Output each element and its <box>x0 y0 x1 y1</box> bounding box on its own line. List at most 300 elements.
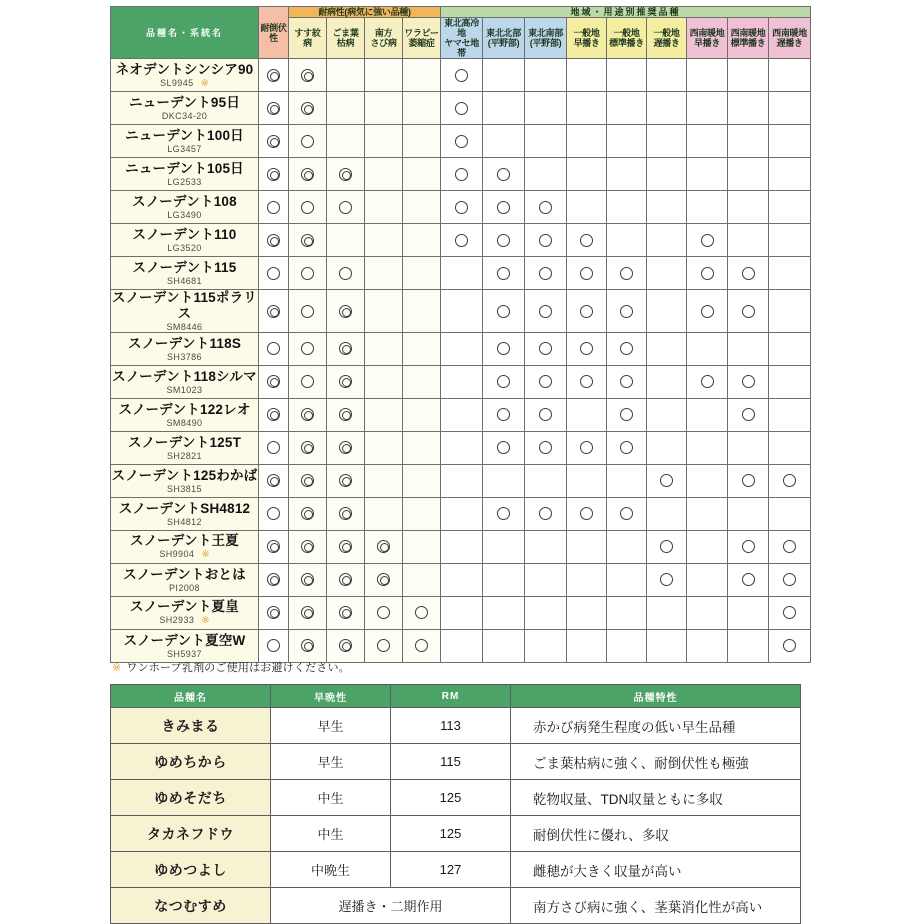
mark-cell-ip_hyojun <box>607 158 647 191</box>
single-circle-icon <box>539 375 552 388</box>
mark-cell-th_hokubu <box>483 59 525 92</box>
double-circle-icon <box>301 474 314 487</box>
single-circle-icon <box>539 507 552 520</box>
single-circle-icon <box>539 267 552 280</box>
mark-cell-ip_haya <box>567 332 607 365</box>
mark-cell-th_kourei <box>441 290 483 332</box>
mark-cell-ip_haya <box>567 257 607 290</box>
mark-cell-ip_haya <box>567 290 607 332</box>
mark-cell-goma <box>327 398 365 431</box>
mark-cell-th_kourei <box>441 398 483 431</box>
variety-trait-table <box>110 684 801 924</box>
mark-cell-ip_hyojun <box>607 59 647 92</box>
mark-cell-ip_oso <box>647 497 687 530</box>
variety-name: スノーデント115ポラリス <box>111 290 257 321</box>
header-th_kourei <box>441 18 483 59</box>
mark-cell-ip_oso <box>647 596 687 629</box>
mark-cell-th_nanbu <box>525 431 567 464</box>
mark-cell-th_nanbu <box>525 497 567 530</box>
mark-cell-ip_haya <box>567 497 607 530</box>
single-circle-icon <box>580 441 593 454</box>
mark-cell-th_kourei <box>441 59 483 92</box>
single-circle-icon <box>415 606 428 619</box>
mark-cell-ip_oso <box>647 125 687 158</box>
variety-table-body <box>111 59 811 662</box>
single-circle-icon <box>377 639 390 652</box>
mark-cell-ip_hyojun <box>607 629 647 662</box>
single-circle-icon <box>742 540 755 553</box>
trait-variety-name: タカネフドウ <box>111 816 271 852</box>
mark-cell-sw_haya <box>687 125 728 158</box>
mark-cell-susu <box>289 191 327 224</box>
mark-cell-lodging <box>259 125 289 158</box>
header-lodging-line1: 耐倒伏 <box>260 22 287 33</box>
mark-cell-goma <box>327 191 365 224</box>
double-circle-icon <box>339 408 352 421</box>
mark-cell-sw_oso <box>769 191 811 224</box>
mark-cell-ip_haya <box>567 365 607 398</box>
mark-cell-th_nanbu <box>525 158 567 191</box>
mark-cell-susu <box>289 290 327 332</box>
variety-code: SM8446 <box>166 321 203 332</box>
mark-cell-ip_oso <box>647 563 687 596</box>
mark-cell-ip_hyojun <box>607 530 647 563</box>
mark-cell-sw_hyojun <box>728 431 769 464</box>
mark-cell-lodging <box>259 191 289 224</box>
header-nanpo <box>365 18 403 59</box>
mark-cell-goma <box>327 290 365 332</box>
variety-name-cell <box>111 365 259 398</box>
single-circle-icon <box>301 342 314 355</box>
mark-cell-nanpo <box>365 191 403 224</box>
variety-code: SH2933 <box>159 615 195 626</box>
mark-cell-goma <box>327 59 365 92</box>
asterisk-icon: ※ <box>200 77 209 89</box>
single-circle-icon <box>620 441 633 454</box>
single-circle-icon <box>267 201 280 214</box>
double-circle-icon <box>267 540 280 553</box>
variety-name: スノーデント122レオ <box>118 401 251 417</box>
mark-cell-nanpo <box>365 530 403 563</box>
mark-cell-nanpo <box>365 563 403 596</box>
single-circle-icon <box>620 408 633 421</box>
mark-cell-nanpo <box>365 224 403 257</box>
variety-name: スノーデント125T <box>127 434 242 450</box>
mark-cell-ip_haya <box>567 530 607 563</box>
mark-cell-ip_oso <box>647 332 687 365</box>
mark-cell-sw_oso <box>769 431 811 464</box>
mark-cell-th_hokubu <box>483 332 525 365</box>
mark-cell-sw_oso <box>769 596 811 629</box>
trait-variety-name: ゆめつよし <box>111 852 271 888</box>
single-circle-icon <box>620 375 633 388</box>
mark-cell-susu <box>289 365 327 398</box>
double-circle-icon <box>339 573 352 586</box>
trait-maturity: 中生 <box>271 816 391 852</box>
header-ip_oso-line1: 一般地 <box>653 28 680 39</box>
mark-cell-th_kourei <box>441 365 483 398</box>
variety-name: スノーデント118S <box>127 335 242 351</box>
mark-cell-ip_haya <box>567 629 607 662</box>
header-sw_oso-line1: 西南暖地 <box>772 28 807 39</box>
mark-cell-ip_haya <box>567 398 607 431</box>
mark-cell-nanpo <box>365 596 403 629</box>
mark-cell-goma <box>327 629 365 662</box>
mark-cell-th_hokubu <box>483 398 525 431</box>
mark-cell-sw_haya <box>687 629 728 662</box>
mark-cell-sw_haya <box>687 398 728 431</box>
mark-cell-lodging <box>259 332 289 365</box>
double-circle-icon <box>267 408 280 421</box>
header-th_nanbu-line2: (平野部) <box>529 38 562 49</box>
table-row <box>111 332 811 365</box>
mark-cell-sw_haya <box>687 530 728 563</box>
mark-cell-ip_haya <box>567 224 607 257</box>
double-circle-icon <box>301 441 314 454</box>
mark-cell-ip_hyojun <box>607 563 647 596</box>
mark-cell-th_kourei <box>441 596 483 629</box>
mark-cell-th_kourei <box>441 92 483 125</box>
mark-cell-lodging <box>259 596 289 629</box>
mark-cell-susu <box>289 59 327 92</box>
header-sw_haya <box>687 18 728 59</box>
single-circle-icon <box>301 305 314 318</box>
header-variety-name: 品種名・系統名 <box>111 7 259 59</box>
mark-cell-goma <box>327 530 365 563</box>
header-sw_oso-line2: 遅播き <box>776 38 803 49</box>
mark-cell-ip_hyojun <box>607 497 647 530</box>
mark-cell-ip_haya <box>567 596 607 629</box>
mark-cell-th_kourei <box>441 629 483 662</box>
double-circle-icon <box>267 69 280 82</box>
mark-cell-ip_haya <box>567 563 607 596</box>
double-circle-icon <box>339 305 352 318</box>
mark-cell-ip_hyojun <box>607 257 647 290</box>
mark-cell-sw_oso <box>769 125 811 158</box>
variety-name-cell <box>111 629 259 662</box>
mark-cell-wallaby <box>403 224 441 257</box>
variety-name: スノーデント夏皇 <box>130 599 239 615</box>
variety-code: SH2821 <box>167 450 202 461</box>
single-circle-icon <box>301 201 314 214</box>
double-circle-icon <box>267 606 280 619</box>
single-circle-icon <box>497 507 510 520</box>
single-circle-icon <box>455 102 468 115</box>
mark-cell-sw_haya <box>687 497 728 530</box>
double-circle-icon <box>339 606 352 619</box>
header-ip_oso <box>647 18 687 59</box>
single-circle-icon <box>580 234 593 247</box>
single-circle-icon <box>301 375 314 388</box>
variety-code: SH4681 <box>167 276 202 287</box>
mark-cell-ip_haya <box>567 191 607 224</box>
header-sw_hyojun-line1: 西南暖地 <box>730 28 766 39</box>
mark-cell-th_kourei <box>441 191 483 224</box>
header-sw_hyojun-line2: 標準播き <box>730 38 766 49</box>
table-row <box>111 596 811 629</box>
mark-cell-th_nanbu <box>525 125 567 158</box>
mark-cell-th_hokubu <box>483 464 525 497</box>
trait-maturity: 早生 <box>271 744 391 780</box>
mark-cell-sw_haya <box>687 191 728 224</box>
mark-cell-sw_hyojun <box>728 563 769 596</box>
mark-cell-lodging <box>259 365 289 398</box>
header-lodging-resistance <box>259 7 289 59</box>
variety-name: スノーデントおとは <box>123 566 246 582</box>
mark-cell-sw_oso <box>769 629 811 662</box>
mark-cell-nanpo <box>365 464 403 497</box>
mark-cell-goma <box>327 365 365 398</box>
single-circle-icon <box>497 201 510 214</box>
mark-cell-ip_oso <box>647 191 687 224</box>
asterisk-icon: ※ <box>112 662 122 674</box>
trait-description: ごま葉枯病に強く、耐倒伏性も極強 <box>511 744 801 780</box>
mark-cell-lodging <box>259 92 289 125</box>
variety-name: スノーデント王夏 <box>130 533 239 549</box>
mark-cell-th_hokubu <box>483 596 525 629</box>
mark-cell-th_nanbu <box>525 563 567 596</box>
mark-cell-susu <box>289 530 327 563</box>
mark-cell-lodging <box>259 431 289 464</box>
single-circle-icon <box>267 507 280 520</box>
mark-cell-susu <box>289 125 327 158</box>
header-nanpo-line2: さび病 <box>370 38 397 49</box>
double-circle-icon <box>267 168 280 181</box>
single-circle-icon <box>339 201 352 214</box>
double-circle-icon <box>301 102 314 115</box>
mark-cell-th_hokubu <box>483 431 525 464</box>
header-th_hokubu <box>483 18 525 59</box>
mark-cell-lodging <box>259 224 289 257</box>
trait-rm: 125 <box>391 780 511 816</box>
mark-cell-th_nanbu <box>525 191 567 224</box>
header-ip_haya-line1: 一般地 <box>573 28 600 39</box>
double-circle-icon <box>339 168 352 181</box>
mark-cell-sw_hyojun <box>728 332 769 365</box>
variety-name-cell <box>111 431 259 464</box>
mark-cell-th_hokubu <box>483 191 525 224</box>
mark-cell-wallaby <box>403 332 441 365</box>
mark-cell-susu <box>289 431 327 464</box>
header-sw_haya-line2: 早播き <box>693 38 721 49</box>
single-circle-icon <box>497 168 510 181</box>
mark-cell-ip_oso <box>647 257 687 290</box>
mark-cell-wallaby <box>403 365 441 398</box>
table-row <box>111 708 801 744</box>
mark-cell-th_nanbu <box>525 332 567 365</box>
mark-cell-nanpo <box>365 158 403 191</box>
double-circle-icon <box>301 234 314 247</box>
mark-cell-sw_oso <box>769 59 811 92</box>
single-circle-icon <box>742 573 755 586</box>
mark-cell-wallaby <box>403 431 441 464</box>
single-circle-icon <box>301 267 314 280</box>
mark-cell-susu <box>289 629 327 662</box>
mark-cell-sw_hyojun <box>728 497 769 530</box>
single-circle-icon <box>497 234 510 247</box>
trait-variety-name: なつむすめ <box>111 888 271 924</box>
mark-cell-th_hokubu <box>483 158 525 191</box>
header-th_nanbu-line1: 東北南部 <box>528 28 563 39</box>
double-circle-icon <box>267 135 280 148</box>
table-row <box>111 629 811 662</box>
double-circle-icon <box>377 540 390 553</box>
single-circle-icon <box>267 267 280 280</box>
trait-table-body <box>111 708 801 924</box>
mark-cell-goma <box>327 158 365 191</box>
single-circle-icon <box>377 606 390 619</box>
trait-maturity: 中晩生 <box>271 852 391 888</box>
mark-cell-nanpo <box>365 257 403 290</box>
mark-cell-lodging <box>259 530 289 563</box>
mark-cell-th_kourei <box>441 257 483 290</box>
mark-cell-th_nanbu <box>525 257 567 290</box>
mark-cell-ip_hyojun <box>607 431 647 464</box>
mark-cell-sw_oso <box>769 464 811 497</box>
mark-cell-ip_oso <box>647 224 687 257</box>
header-region-group: 地域・用途別推奨品種 <box>441 7 811 18</box>
mark-cell-sw_hyojun <box>728 59 769 92</box>
single-circle-icon <box>660 474 673 487</box>
mark-cell-wallaby <box>403 59 441 92</box>
header-sw_oso <box>769 18 811 59</box>
asterisk-icon: ※ <box>201 549 210 561</box>
header-ip_oso-line2: 遅播き <box>653 38 680 49</box>
mark-cell-goma <box>327 596 365 629</box>
variety-name: スノーデント108 <box>132 194 237 210</box>
single-circle-icon <box>455 201 468 214</box>
table-row <box>111 59 811 92</box>
table-row <box>111 563 811 596</box>
trait-rm: 113 <box>391 708 511 744</box>
mark-cell-wallaby <box>403 191 441 224</box>
variety-name-cell <box>111 530 259 563</box>
mark-cell-nanpo <box>365 59 403 92</box>
trait-description: 南方さび病に強く、茎葉消化性が高い <box>511 888 801 924</box>
single-circle-icon <box>742 474 755 487</box>
mark-cell-sw_hyojun <box>728 530 769 563</box>
mark-cell-sw_hyojun <box>728 158 769 191</box>
mark-cell-goma <box>327 497 365 530</box>
mark-cell-lodging <box>259 497 289 530</box>
mark-cell-wallaby <box>403 596 441 629</box>
mark-cell-ip_oso <box>647 464 687 497</box>
header-sw_hyojun <box>728 18 769 59</box>
variety-name-cell <box>111 290 259 332</box>
mark-cell-th_nanbu <box>525 629 567 662</box>
mark-cell-th_kourei <box>441 158 483 191</box>
double-circle-icon <box>339 540 352 553</box>
mark-cell-wallaby <box>403 257 441 290</box>
table-row <box>111 464 811 497</box>
header-th_hokubu-line2: (平野部) <box>487 38 520 49</box>
variety-name: ニューデント95日 <box>128 95 241 111</box>
mark-cell-th_nanbu <box>525 464 567 497</box>
single-circle-icon <box>455 168 468 181</box>
variety-code: SL9945 <box>160 77 194 88</box>
mark-cell-lodging <box>259 257 289 290</box>
mark-cell-ip_oso <box>647 59 687 92</box>
mark-cell-sw_oso <box>769 158 811 191</box>
mark-cell-th_hokubu <box>483 290 525 332</box>
single-circle-icon <box>783 639 796 652</box>
mark-cell-ip_oso <box>647 92 687 125</box>
mark-cell-susu <box>289 224 327 257</box>
single-circle-icon <box>660 573 673 586</box>
variety-name-cell <box>111 596 259 629</box>
mark-cell-sw_oso <box>769 332 811 365</box>
mark-cell-sw_haya <box>687 332 728 365</box>
mark-cell-sw_haya <box>687 224 728 257</box>
table-row <box>111 530 811 563</box>
trait-rm: 125 <box>391 816 511 852</box>
mark-cell-susu <box>289 92 327 125</box>
mark-cell-goma <box>327 257 365 290</box>
mark-cell-sw_oso <box>769 92 811 125</box>
trait-maturity: 早生 <box>271 708 391 744</box>
mark-cell-th_nanbu <box>525 530 567 563</box>
mark-cell-th_kourei <box>441 125 483 158</box>
mark-cell-lodging <box>259 563 289 596</box>
variety-name: スノーデント115 <box>132 260 237 276</box>
variety-code: LG3457 <box>167 144 202 155</box>
header-goma <box>327 18 365 59</box>
single-circle-icon <box>580 267 593 280</box>
mark-cell-sw_oso <box>769 497 811 530</box>
single-circle-icon <box>497 375 510 388</box>
single-circle-icon <box>339 267 352 280</box>
single-circle-icon <box>497 305 510 318</box>
mark-cell-th_hokubu <box>483 530 525 563</box>
mark-cell-th_hokubu <box>483 629 525 662</box>
single-circle-icon <box>497 267 510 280</box>
variety-code: PI2008 <box>169 582 200 593</box>
single-circle-icon <box>415 639 428 652</box>
variety-name: スノーデント118シルマ <box>112 368 257 384</box>
mark-cell-nanpo <box>365 398 403 431</box>
mark-cell-nanpo <box>365 629 403 662</box>
variety-name-cell <box>111 92 259 125</box>
mark-cell-wallaby <box>403 290 441 332</box>
mark-cell-th_kourei <box>441 530 483 563</box>
table-row <box>111 816 801 852</box>
variety-code: SH5937 <box>167 648 202 659</box>
single-circle-icon <box>783 474 796 487</box>
header-disease-resistance-group: 耐病性(病気に強い品種) <box>289 7 441 18</box>
mark-cell-th_kourei <box>441 497 483 530</box>
single-circle-icon <box>539 408 552 421</box>
mark-cell-th_kourei <box>441 464 483 497</box>
double-circle-icon <box>377 573 390 586</box>
trait-header-2: RM <box>391 685 511 708</box>
mark-cell-lodging <box>259 290 289 332</box>
double-circle-icon <box>301 606 314 619</box>
double-circle-icon <box>301 540 314 553</box>
header-lodging-line2: 性 <box>269 32 278 43</box>
mark-cell-sw_oso <box>769 290 811 332</box>
mark-cell-susu <box>289 257 327 290</box>
mark-cell-th_hokubu <box>483 563 525 596</box>
mark-cell-sw_haya <box>687 365 728 398</box>
trait-header-0: 品種名 <box>111 685 271 708</box>
table-row <box>111 191 811 224</box>
variety-code: SH9904 <box>159 549 195 560</box>
header-wallaby-line2: 萎縮症 <box>408 38 435 49</box>
asterisk-icon: ※ <box>201 615 210 627</box>
trait-description: 耐倒伏性に優れ、多収 <box>511 816 801 852</box>
mark-cell-th_kourei <box>441 563 483 596</box>
trait-description: 雌穂が大きく収量が高い <box>511 852 801 888</box>
